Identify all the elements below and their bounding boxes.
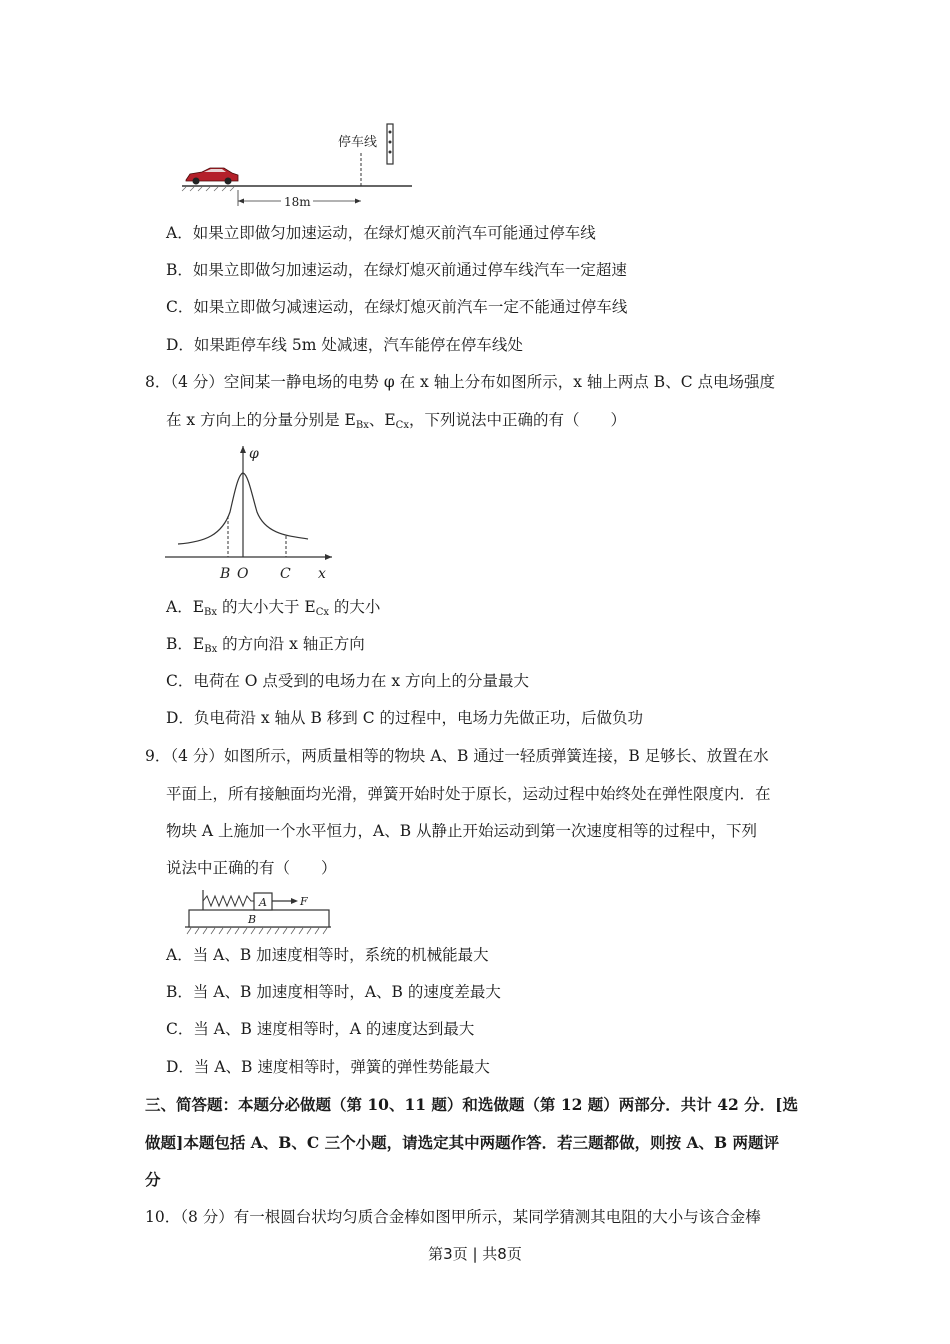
q9-stem-line2: 平面上，所有接触面均光滑，弹簧开始时处于原长，运动过程中始终处在弹性限度内．在 (166, 785, 771, 803)
block-a-label: A (259, 896, 267, 909)
ground-hatching (187, 928, 327, 934)
q9-option-a: A．当 A、B 加速度相等时，系统的机械能最大 (166, 946, 489, 964)
q9-stem-line1: 9．（4 分）如图所示，两质量相等的物块 A、B 通过一轻质弹簧连接，B 足够长、放置在水 (145, 747, 769, 765)
q9-stem-line3: 物块 A 上施加一个水平恒力，A、B 从静止开始运动到第一次速度相等的过程中，下列 (166, 822, 758, 840)
q7-option-a: A．如果立即做匀加速运动，在绿灯熄灭前汽车可能通过停车线 (166, 224, 596, 242)
block-b-label: B (248, 913, 257, 926)
q9-option-b: B．当 A、B 加速度相等时，A、B 的速度差最大 (166, 983, 501, 1001)
q8-option-d: D．负电荷沿 x 轴从 B 移到 C 的过程中，电场力先做正功，后做负功 (166, 709, 643, 727)
axis-phi-label: φ (249, 446, 259, 462)
force-f-label: F (300, 895, 308, 908)
q8-stem-line1: 8．（4 分）空间某一静电场的电势 φ 在 x 轴上分布如图所示，x 轴上两点 B、C 点电场强度 (145, 373, 775, 391)
q9-stem-line4: 说法中正确的有（ ） (166, 859, 337, 877)
q8-stem-line2: 在 x 方向上的分量分别是 $E_{Bx}$、$E_{Cx}$，下列说法中正确的有（ ） (166, 411, 626, 431)
block-b (189, 910, 329, 927)
traffic-light-icon (387, 124, 393, 164)
stopline-label: 停车线 (338, 135, 378, 150)
potential-graph-figure (160, 440, 340, 585)
section3-heading-line1: 三、简答题：本题分必做题（第 10、11 题）和选做题（第 12 题）两部分．共计 42 分．[选 (145, 1095, 798, 1114)
spring-icon (203, 896, 254, 906)
section3-heading-line2: 做题]本题包括 A、B、C 三个小题，请选定其中两题作答．若三题都做，则按 A、B 两题评 (145, 1133, 780, 1152)
car-stopline-figure (180, 118, 415, 213)
axis-x-label: x (318, 566, 326, 582)
car-icon (186, 168, 238, 185)
road-hatching (182, 187, 234, 191)
section3-heading-line3: 分 (145, 1170, 161, 1189)
distance-label: 18m (284, 195, 311, 209)
q8-option-b: B．$E_{Bx}$ 的方向沿 x 轴正方向 (166, 635, 365, 655)
point-b-label: B (220, 566, 231, 582)
q7-option-c: C．如果立即做匀减速运动，在绿灯熄灭前汽车一定不能通过停车线 (166, 298, 628, 316)
point-c-label: C (280, 566, 291, 582)
point-o-label: O (237, 566, 249, 582)
q10-stem-line1: 10．（8 分）有一根圆台状均匀质合金棒如图甲所示，某同学猜测其电阻的大小与该合金棒 (145, 1208, 761, 1226)
q8-option-c: C．电荷在 O 点受到的电场力在 x 方向上的分量最大 (166, 672, 530, 690)
page-footer: 第3页 | 共8页 (428, 1245, 522, 1263)
q7-option-b: B．如果立即做匀加速运动，在绿灯熄灭前通过停车线汽车一定超速 (166, 261, 627, 279)
q7-option-d: D．如果距停车线 5m 处减速，汽车能停在停车线处 (166, 336, 523, 354)
q9-option-c: C．当 A、B 速度相等时，A 的速度达到最大 (166, 1020, 475, 1038)
spring-blocks-figure (183, 886, 335, 938)
q9-option-d: D．当 A、B 速度相等时，弹簧的弹性势能最大 (166, 1058, 490, 1076)
q8-option-a: A．$E_{Bx}$ 的大小大于 $E_{Cx}$ 的大小 (166, 598, 381, 618)
